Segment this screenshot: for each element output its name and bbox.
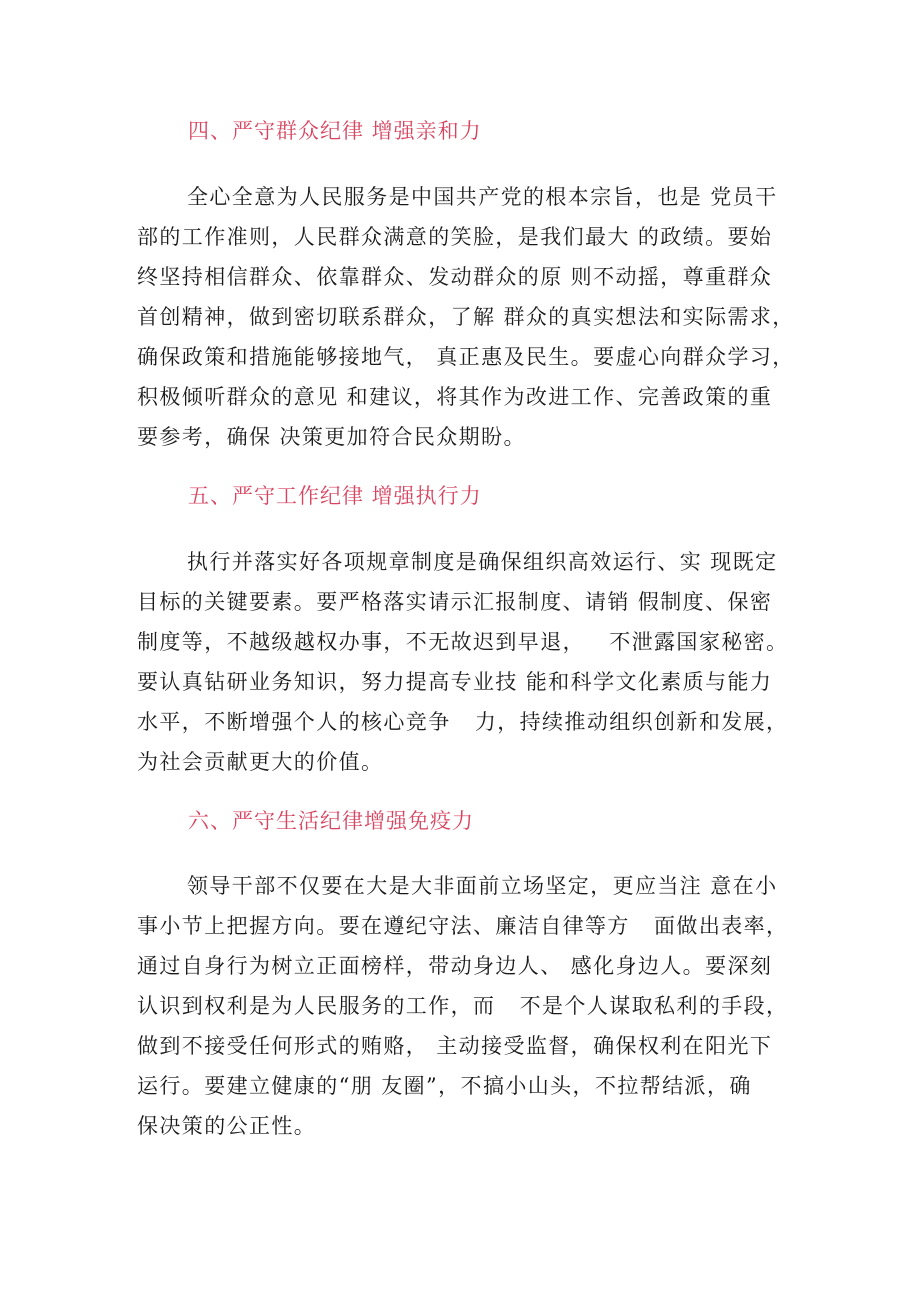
paragraph-line: 终坚持相信群众、依靠群众、发动群众的原 则不动摇，尊重群众 [137,265,773,289]
section-heading-4: 四、严守群众纪律 增强亲和力 [188,119,482,143]
paragraph-line: 部的工作准则，人民群众满意的笑脸，是我们最大 的政绩。要始 [137,225,773,249]
paragraph-line: 运行。要建立健康的“朋 友圈”，不搞小山头，不拉帮结派，确 [137,1074,752,1098]
section-heading-6: 六、严守生活纪律增强免疫力 [188,809,474,833]
section-paragraph-6 [137,866,797,1146]
paragraph-line: 制度等，不越级越权办事，不无故迟到早退， 不泄露国家秘密。 [137,630,789,654]
paragraph-line: 做到不接受任何形式的贿赂， 主动接受监督，确保权利在阳光下 [137,1034,773,1058]
section-paragraph-4 [137,177,797,457]
paragraph-line: 水平，不断增强个人的核心竞争 力，持续推动组织创新和发展， [137,710,789,734]
paragraph-line: 认识到权利是为人民服务的工作，而 不是个人谋取私利的手段， [137,994,789,1018]
section-heading-5: 五、严守工作纪律 增强执行力 [188,484,482,508]
section-paragraph-5 [137,542,797,782]
paragraph-line: 首创精神，做到密切联系群众，了解 群众的真实想法和实际需求， [137,305,795,329]
paragraph-line: 为社会贡献更大的价值。 [137,750,384,774]
paragraph-line: 要认真钻研业务知识，努力提高专业技 能和科学文化素质与能力 [137,670,773,694]
paragraph-line: 领导干部不仅要在大是大非面前立场坚定，更应当注 意在小 [187,874,778,898]
paragraph-line: 要参考，确保 决策更加符合民众期盼。 [137,425,526,449]
paragraph-line: 事小节上把握方向。要在遵纪守法、廉洁自律等方 面做出表率， [137,914,789,938]
paragraph-line: 执行并落实好各项规章制度是确保组织高效运行、实 现既定 [187,550,778,574]
paragraph-line: 积极倾听群众的意见 和建议，将其作为改进工作、完善政策的重 [137,385,773,409]
paragraph-line: 目标的关键要素。要严格落实请示汇报制度、请销 假制度、保密 [137,590,773,614]
paragraph-line: 全心全意为人民服务是中国共产党的根本宗旨，也是 党员干 [187,185,778,209]
paragraph-line: 保决策的公正性。 [137,1114,317,1138]
paragraph-line: 确保政策和措施能够接地气， 真正惠及民生。要虚心向群众学习， [137,345,795,369]
paragraph-line: 通过自身行为树立正面榜样，带动身边人、 感化身边人。要深刻 [137,954,773,978]
